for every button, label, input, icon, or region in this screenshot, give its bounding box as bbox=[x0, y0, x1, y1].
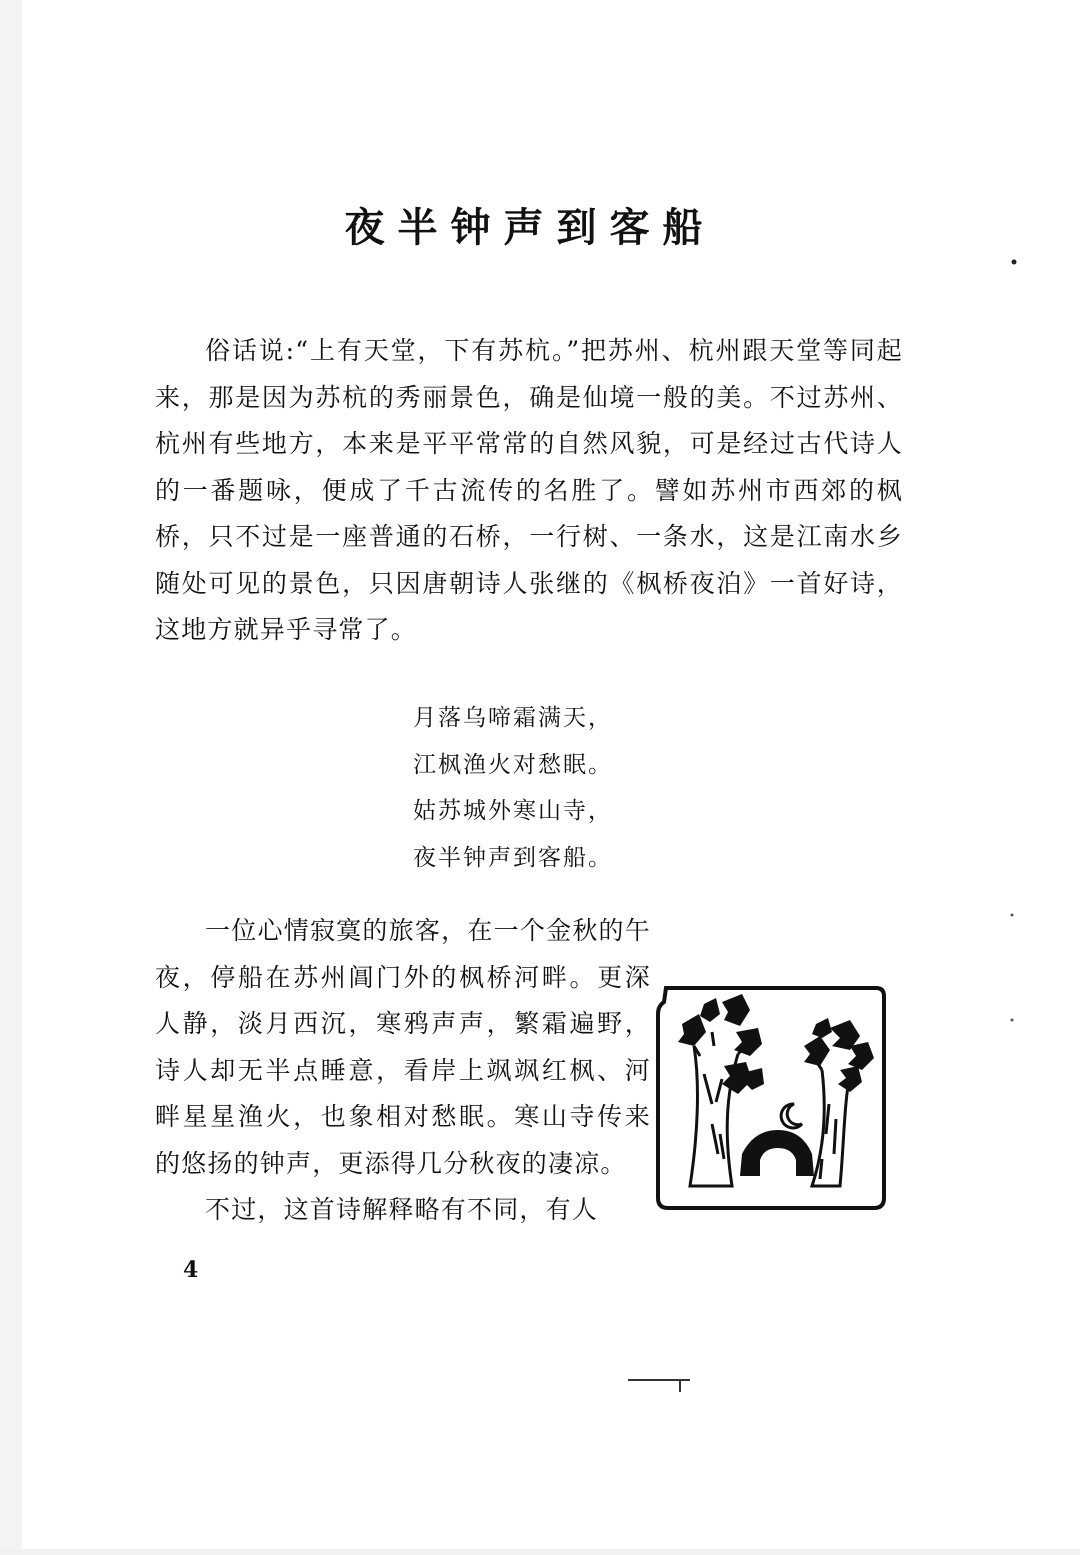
scan-bottom-edge bbox=[0, 1549, 1080, 1555]
right-tree-leaves bbox=[804, 1018, 874, 1092]
stone-bridge-icon bbox=[740, 1130, 814, 1176]
poem-line: 月落乌啼霜满天， bbox=[413, 705, 613, 731]
paragraph-intro: 俗话说:“上有天堂，下有苏杭。”把苏州、杭州跟天堂等同起来，那是因为苏杭的秀丽景色，确是仙境一般的美。不过苏州、杭州有些地方，本来是平平常常的自然风貌，可是经过古代诗人的一番题咏，便成了千古流传的名胜了。譬如苏州市西郊的枫桥，只不过是一座普通的石桥，一行树、一条水，这是江南水乡随处可见的景色，只因唐朝诗人张继的《枫桥夜泊》一首好诗，这地方就异乎寻常了。 bbox=[155, 336, 903, 644]
page-number: 4 bbox=[183, 1257, 199, 1283]
maple-bridge-moon-illustration bbox=[654, 984, 888, 1212]
poem-line: 姑苏城外寒山寺， bbox=[413, 798, 613, 824]
poem-line: 江枫渔火对愁眠。 bbox=[413, 751, 613, 778]
left-tree-trunk bbox=[690, 1032, 750, 1186]
paragraph-story-text: 一位心情寂寞的旅客，在一个金秋的午夜，停船在苏州阊门外的枫桥河畔。更深人静，淡月西沉，寒鸦声声，繁霜遍野，诗人却无半点睡意，看岸上飒飒红枫、河畔星星渔火，也象相对愁眠。寒山寺传来的悠扬的钟声，更添得几分秋夜的凄凉。 bbox=[155, 916, 651, 1178]
paragraph-continued-text: 不过，这首诗解释略有不同，有人 bbox=[205, 1195, 599, 1224]
poem-line: 夜半钟声到客船。 bbox=[413, 844, 613, 871]
poem bbox=[413, 695, 713, 881]
moon-icon bbox=[781, 1104, 802, 1128]
page-title: 夜半钟声到客船 bbox=[344, 205, 716, 251]
